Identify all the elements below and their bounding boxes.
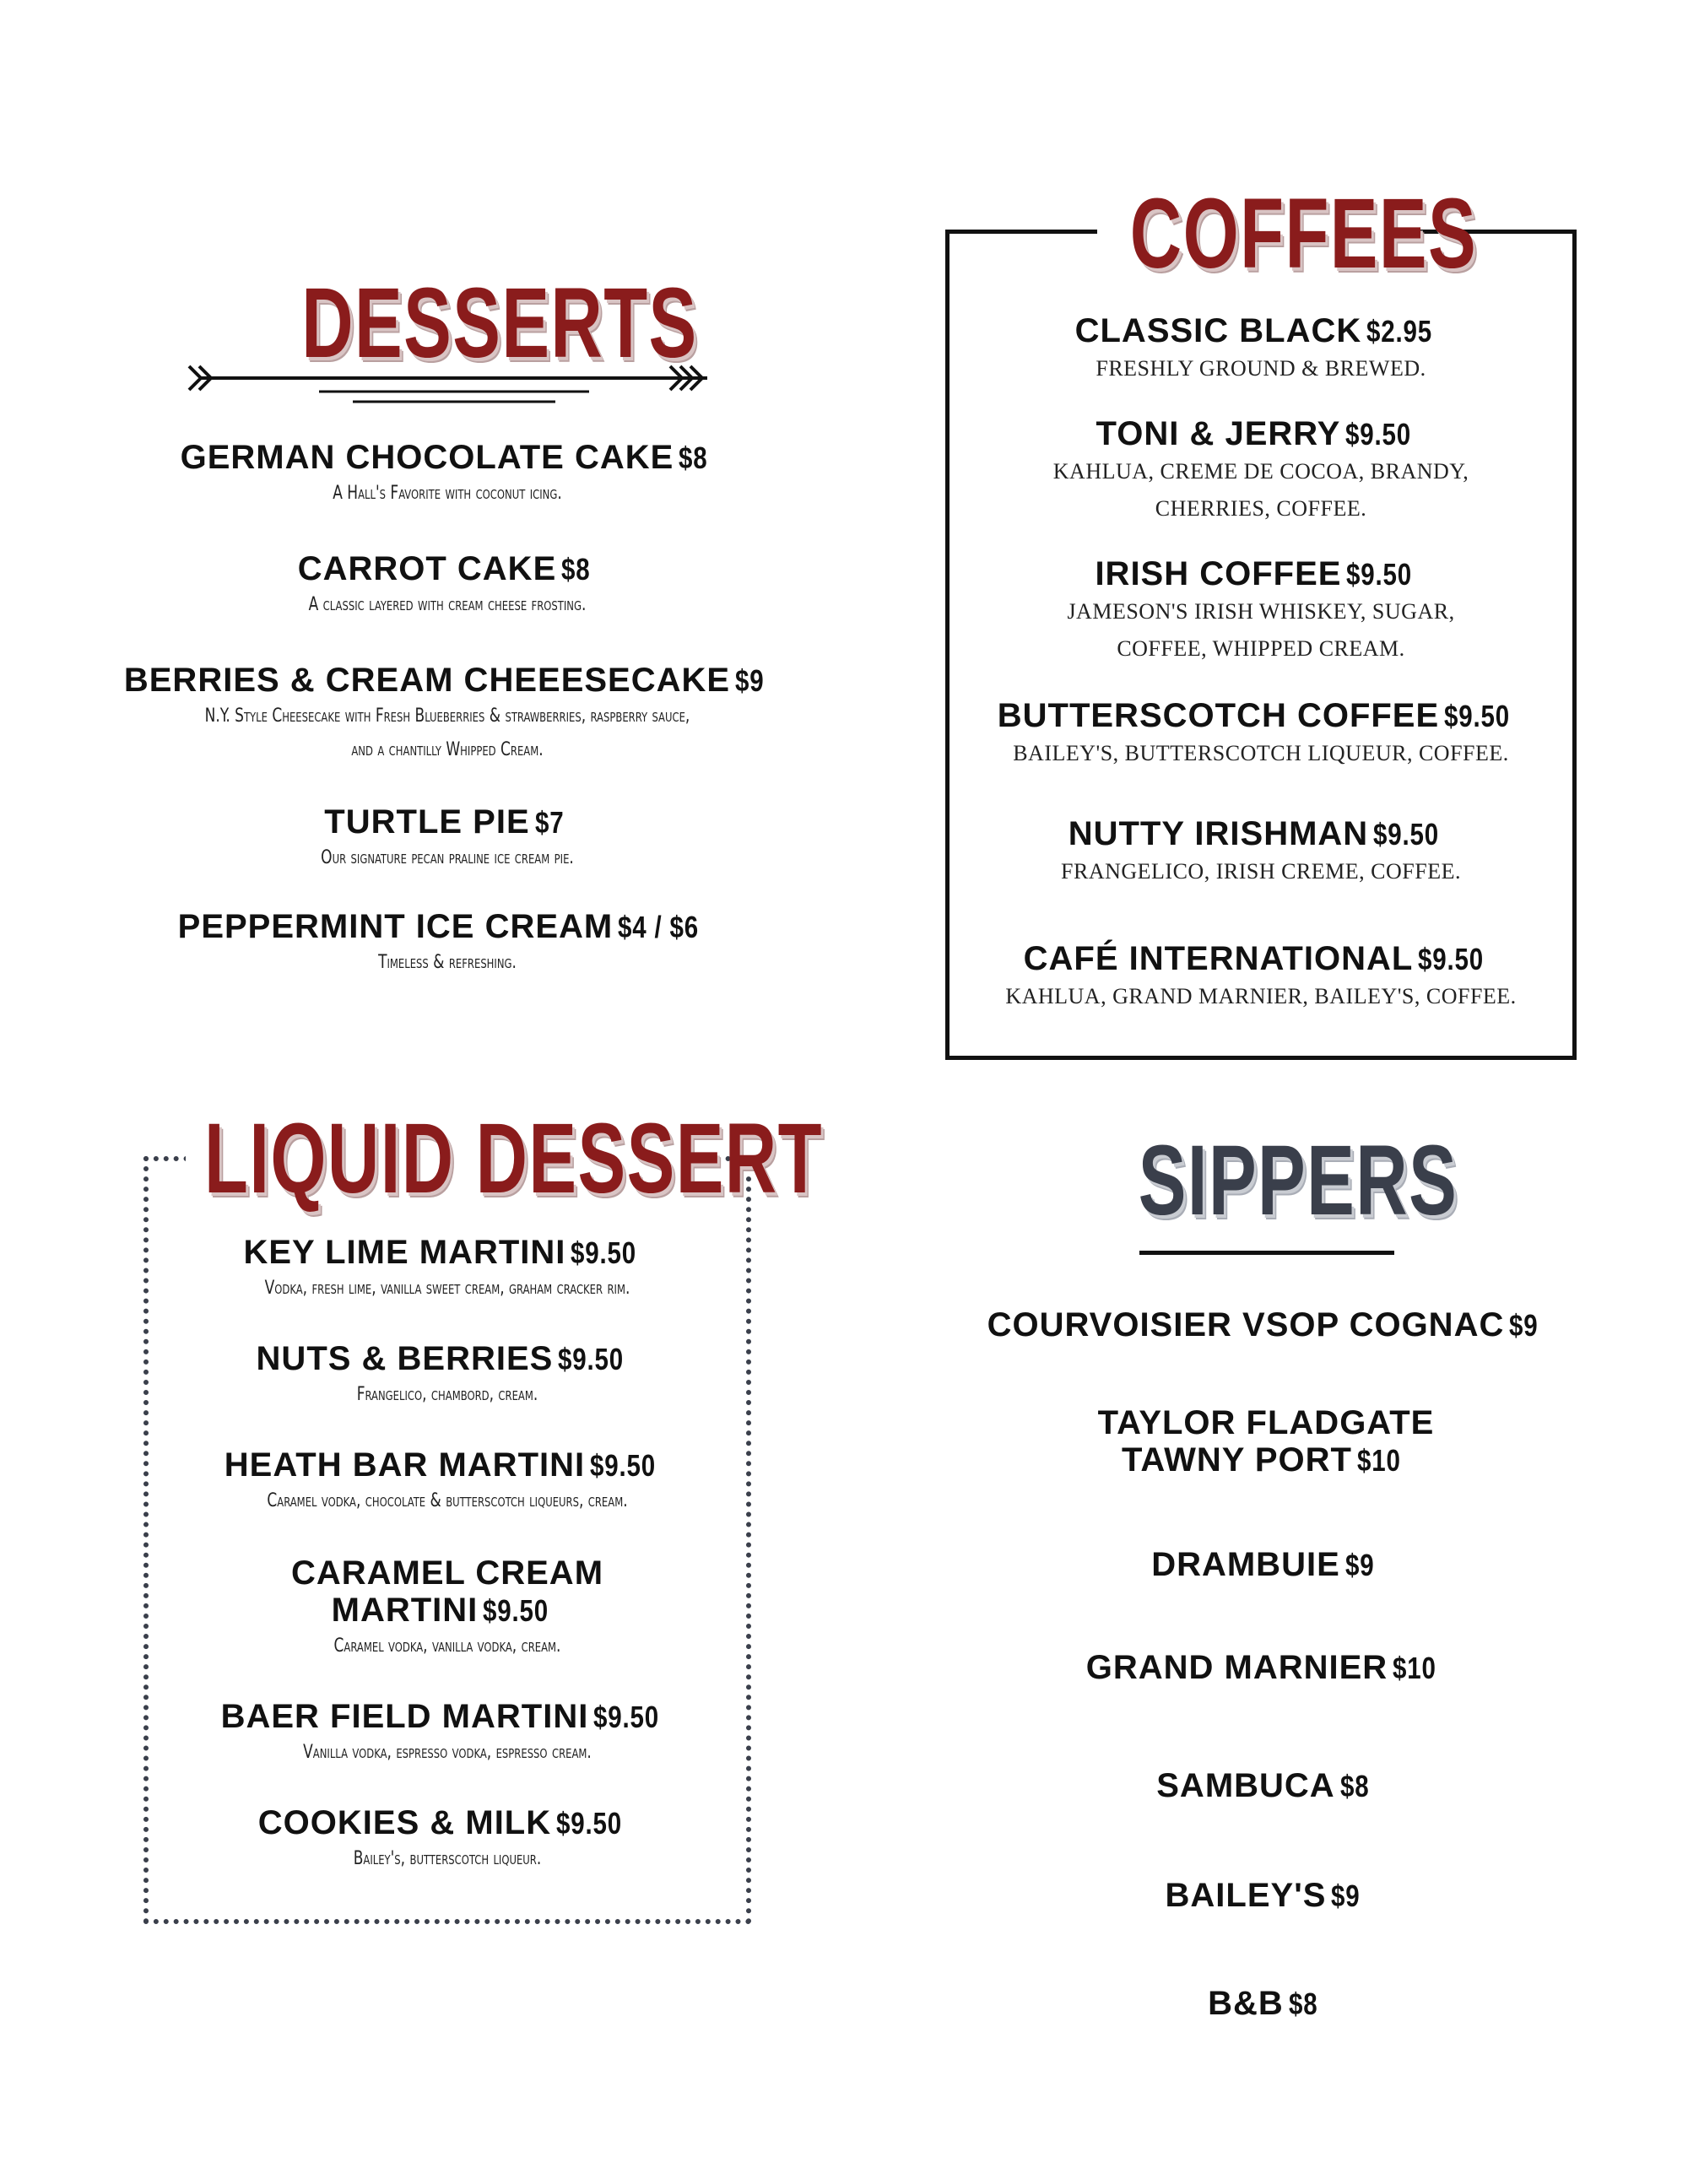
sippers-divider xyxy=(1139,1251,1394,1255)
item-name: SAMBUCA xyxy=(1156,1767,1335,1804)
item-price: $4 / $6 xyxy=(618,910,700,944)
item-name: NUTTY IRISHMAN xyxy=(1068,815,1369,852)
item-name: MARTINI xyxy=(331,1592,479,1629)
item-price: $2.95 xyxy=(1366,314,1433,349)
coffees-title: COFFEES xyxy=(1129,178,1478,289)
item-description: CHERRIES, COFFEE. xyxy=(1155,496,1367,521)
menu-item xyxy=(954,940,1568,1015)
menu-item xyxy=(928,1649,1604,1687)
item-price: $9 xyxy=(1331,1879,1361,1913)
item-name: KEY LIME MARTINI xyxy=(243,1234,566,1271)
item-name: HEATH BAR MARTINI xyxy=(224,1446,586,1484)
item-price: $8 xyxy=(561,552,591,587)
item-description: Our signature pecan praline ice cream pie. xyxy=(321,847,574,868)
menu-item xyxy=(954,415,1568,527)
item-price: $10 xyxy=(1356,1443,1401,1478)
item-description: Bailey's, butterscotch liqueur. xyxy=(353,1848,542,1869)
item-name: PEPPERMINT ICE CREAM xyxy=(177,908,614,945)
menu-item xyxy=(68,662,827,767)
item-name-line: CARAMEL CREAM xyxy=(290,1554,604,1592)
item-name: GERMAN CHOCOLATE CAKE xyxy=(180,439,674,476)
menu-item xyxy=(68,803,827,875)
item-price: $9.50 xyxy=(483,1593,549,1628)
item-description: FRANGELICO, IRISH CREME, COFFEE. xyxy=(1061,859,1461,884)
item-description: Caramel vodka, vanilla vodka, cream. xyxy=(333,1635,561,1657)
item-description: Vodka, fresh lime, vanilla sweet cream, graham cracker rim. xyxy=(264,1278,630,1299)
menu-item xyxy=(149,1446,746,1518)
menu-item xyxy=(149,1698,746,1770)
item-price: $8 xyxy=(679,441,708,475)
item-description: KAHLUA, GRAND MARNIER, BAILEY'S, COFFEE. xyxy=(1005,984,1517,1008)
item-name: DRAMBUIE xyxy=(1151,1546,1340,1583)
item-price: $9 xyxy=(735,663,765,698)
arrow-divider-icon xyxy=(184,354,724,405)
item-description: Timeless & refreshing. xyxy=(378,952,517,973)
item-price: $9.50 xyxy=(1373,817,1440,851)
menu-item xyxy=(149,1340,746,1412)
menu-item xyxy=(928,1877,1604,1915)
menu-item xyxy=(149,1804,746,1876)
item-price: $7 xyxy=(534,805,565,840)
menu-item xyxy=(954,697,1568,772)
item-name: NUTS & BERRIES xyxy=(256,1340,554,1377)
menu-item xyxy=(68,550,827,622)
item-description: Caramel vodka, chocolate & butterscotch liqueurs, cream. xyxy=(267,1490,628,1511)
item-description: KAHLUA, CREME DE COCOA, BRANDY, xyxy=(1052,459,1469,484)
item-name: COOKIES & MILK xyxy=(257,1804,552,1841)
item-price: $8 xyxy=(1339,1769,1370,1803)
menu-item xyxy=(928,1306,1604,1344)
item-name: TURTLE PIE xyxy=(324,803,530,841)
item-price: $10 xyxy=(1393,1651,1436,1685)
item-description: JAMESON'S IRISH WHISKEY, SUGAR, xyxy=(1067,599,1455,624)
item-price: $9.50 xyxy=(593,1700,660,1734)
menu-item xyxy=(149,1554,746,1663)
menu-item xyxy=(68,439,827,511)
item-name-line: TAYLOR FLADGATE xyxy=(1097,1404,1435,1441)
menu-item xyxy=(954,555,1568,668)
item-description: A classic layered with cream cheese frosting. xyxy=(308,594,587,615)
item-price: $9.50 xyxy=(1444,699,1511,733)
item-price: $9.50 xyxy=(1346,557,1413,592)
item-name: GRAND MARNIER xyxy=(1085,1649,1388,1686)
liquid-dessert-title: LIQUID DESSERT xyxy=(204,1103,823,1214)
item-price: $9.50 xyxy=(590,1448,657,1483)
item-price: $9.50 xyxy=(1345,417,1412,451)
item-description: COFFEE, WHIPPED CREAM. xyxy=(1117,636,1405,661)
item-description: Frangelico, chambord, cream. xyxy=(356,1384,538,1405)
item-price: $9.50 xyxy=(1418,942,1485,976)
item-description: BAILEY'S, BUTTERSCOTCH LIQUEUR, COFFEE. xyxy=(1013,741,1509,765)
item-description: FRESHLY GROUND & BREWED. xyxy=(1096,356,1426,381)
item-name: BAER FIELD MARTINI xyxy=(220,1698,589,1735)
menu-item xyxy=(68,908,827,980)
item-description: and a chantilly Whipped Cream. xyxy=(351,739,544,760)
menu-item xyxy=(928,1767,1604,1805)
menu-item xyxy=(954,815,1568,890)
item-name: IRISH COFFEE xyxy=(1095,555,1342,592)
menu-item xyxy=(928,1985,1604,2023)
item-name: BAILEY'S xyxy=(1165,1877,1327,1914)
menu-item xyxy=(149,1234,746,1306)
item-price: $9.50 xyxy=(571,1235,637,1270)
item-name: COURVOISIER VSOP COGNAC xyxy=(987,1306,1505,1343)
sippers-title: SIPPERS xyxy=(1138,1125,1458,1236)
menu-item xyxy=(928,1404,1604,1479)
item-name: TAWNY PORT xyxy=(1121,1441,1352,1479)
item-name: CAFÉ INTERNATIONAL xyxy=(1023,940,1414,977)
item-name: CARROT CAKE xyxy=(297,550,557,587)
item-description: A Hall's Favorite with coconut icing. xyxy=(333,483,562,504)
item-price: $9 xyxy=(1509,1308,1539,1343)
item-price: $8 xyxy=(1288,1987,1318,2021)
item-price: $9.50 xyxy=(558,1342,625,1376)
item-name: BUTTERSCOTCH COFFEE xyxy=(997,697,1440,734)
item-price: $9.50 xyxy=(556,1806,623,1841)
item-description: N.Y. Style Cheesecake with Fresh Blueberries & strawberries, raspberry sauce, xyxy=(204,705,690,727)
item-name: BERRIES & CREAM CHEEESECAKE xyxy=(123,662,731,699)
menu-item xyxy=(954,312,1568,387)
item-description: Vanilla vodka, espresso vodka, espresso cream. xyxy=(303,1742,592,1763)
item-name: B&B xyxy=(1208,1985,1284,2022)
item-name: CLASSIC BLACK xyxy=(1074,312,1362,349)
desserts-title: DESSERTS xyxy=(301,268,698,379)
item-name: TONI & JERRY xyxy=(1096,415,1341,452)
item-price: $9 xyxy=(1344,1548,1375,1582)
menu-item xyxy=(928,1546,1604,1584)
